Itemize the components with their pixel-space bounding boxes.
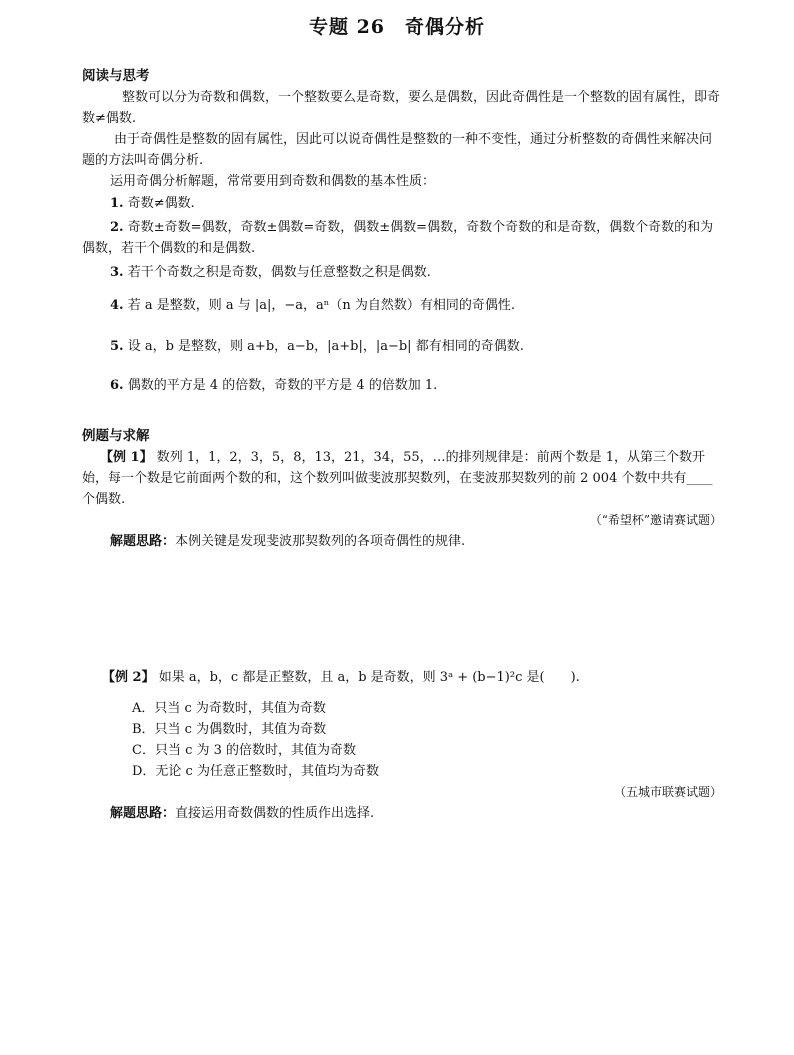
list-item (82, 217, 722, 259)
item-text: 奇数≠偶数. (123, 196, 195, 211)
item-number: 6. (110, 378, 124, 393)
example-label: 【例 2】 (102, 670, 155, 685)
item-number: 1. (110, 196, 124, 211)
item-text: 若干个奇数之积是奇数，偶数与任意整数之积是偶数. (123, 265, 431, 280)
hint-text: 直接运用奇数偶数的性质作出选择. (175, 806, 375, 821)
paragraph: 由于奇偶性是整数的固有属性，因此可以说奇偶性是整数的一种不变性，通过分析整数的奇偶性来解决问题的方法叫奇偶分析. (82, 132, 713, 168)
section-heading: 例题与求解 (82, 428, 150, 444)
list-item (82, 295, 722, 316)
example-label: 【例 1】 (100, 450, 153, 465)
list-item (82, 375, 722, 396)
item-text: 偶数的平方是 4 的倍数，奇数的平方是 4 的倍数加 1. (123, 378, 438, 393)
paragraph: 运用奇偶分析解题，常常要用到奇数和偶数的基本性质： (110, 174, 436, 189)
list-item (82, 262, 722, 283)
item-text: 设 a，b 是整数，则 a+b，a−b，|a+b|，|a−b| 都有相同的奇偶数. (123, 339, 524, 354)
example-2-question (82, 667, 722, 688)
option-d: D．无论 c 为任意正整数时，其值均为奇数 (132, 764, 379, 779)
item-number: 3. (110, 265, 124, 280)
paragraph: 整数可以分为奇数和偶数，一个整数要么是奇数，要么是偶数，因此奇偶性是一个整数的固有属性，即奇数≠偶数. (82, 90, 721, 126)
example-source: （五城市联赛试题） (613, 785, 722, 799)
example-1 (82, 447, 722, 510)
item-number: 4. (110, 298, 124, 313)
section-heading: 阅读与思考 (82, 68, 150, 84)
hint-label: 解题思路： (110, 806, 176, 821)
item-number: 5. (110, 339, 124, 354)
item-number: 2. (110, 220, 124, 235)
hint-text: 本例关键是发现斐波那契数列的各项奇偶性的规律. (175, 534, 466, 549)
example-2 (82, 667, 722, 824)
item-text: 若 a 是整数，则 a 与 |a|，−a，aⁿ（n 为自然数）有相同的奇偶性. (123, 298, 516, 313)
example-source: （“希望杯”邀请赛试题） (589, 513, 722, 527)
hint-label: 解题思路： (110, 534, 176, 549)
example-text: 如果 a，b，c 都是正整数，且 a，b 是奇数，则 3ᵃ + (b−1)²c 是( ). (154, 670, 580, 685)
option-c: C．只当 c 为 3 的倍数时，其值为奇数 (132, 743, 357, 758)
option-a: A．只当 c 为奇数时，其值为奇数 (132, 701, 326, 716)
list-item (82, 193, 722, 214)
section-reading (82, 66, 722, 192)
option-b: B．只当 c 为偶数时，其值为奇数 (132, 722, 327, 737)
section-examples (82, 426, 722, 552)
page-title: 专题 26 奇偶分析 (308, 16, 486, 38)
example-text: 数列 1，1，2，3，5，8，13，21，34，55，…的排列规律是：前两个数是 1，从第三个数开始，每一个数是它前面两个数的和，这个数列叫做斐波那契数列，在斐波那契数列的前 2 004 个数中共有____个偶数. (82, 450, 713, 507)
property-list (82, 193, 722, 396)
item-text: 奇数±奇数=偶数，奇数±偶数=奇数，偶数±偶数=偶数，奇数个奇数的和是奇数，偶数个奇数的和为偶数，若干个偶数的和是偶数. (82, 220, 714, 256)
list-item (82, 336, 722, 357)
